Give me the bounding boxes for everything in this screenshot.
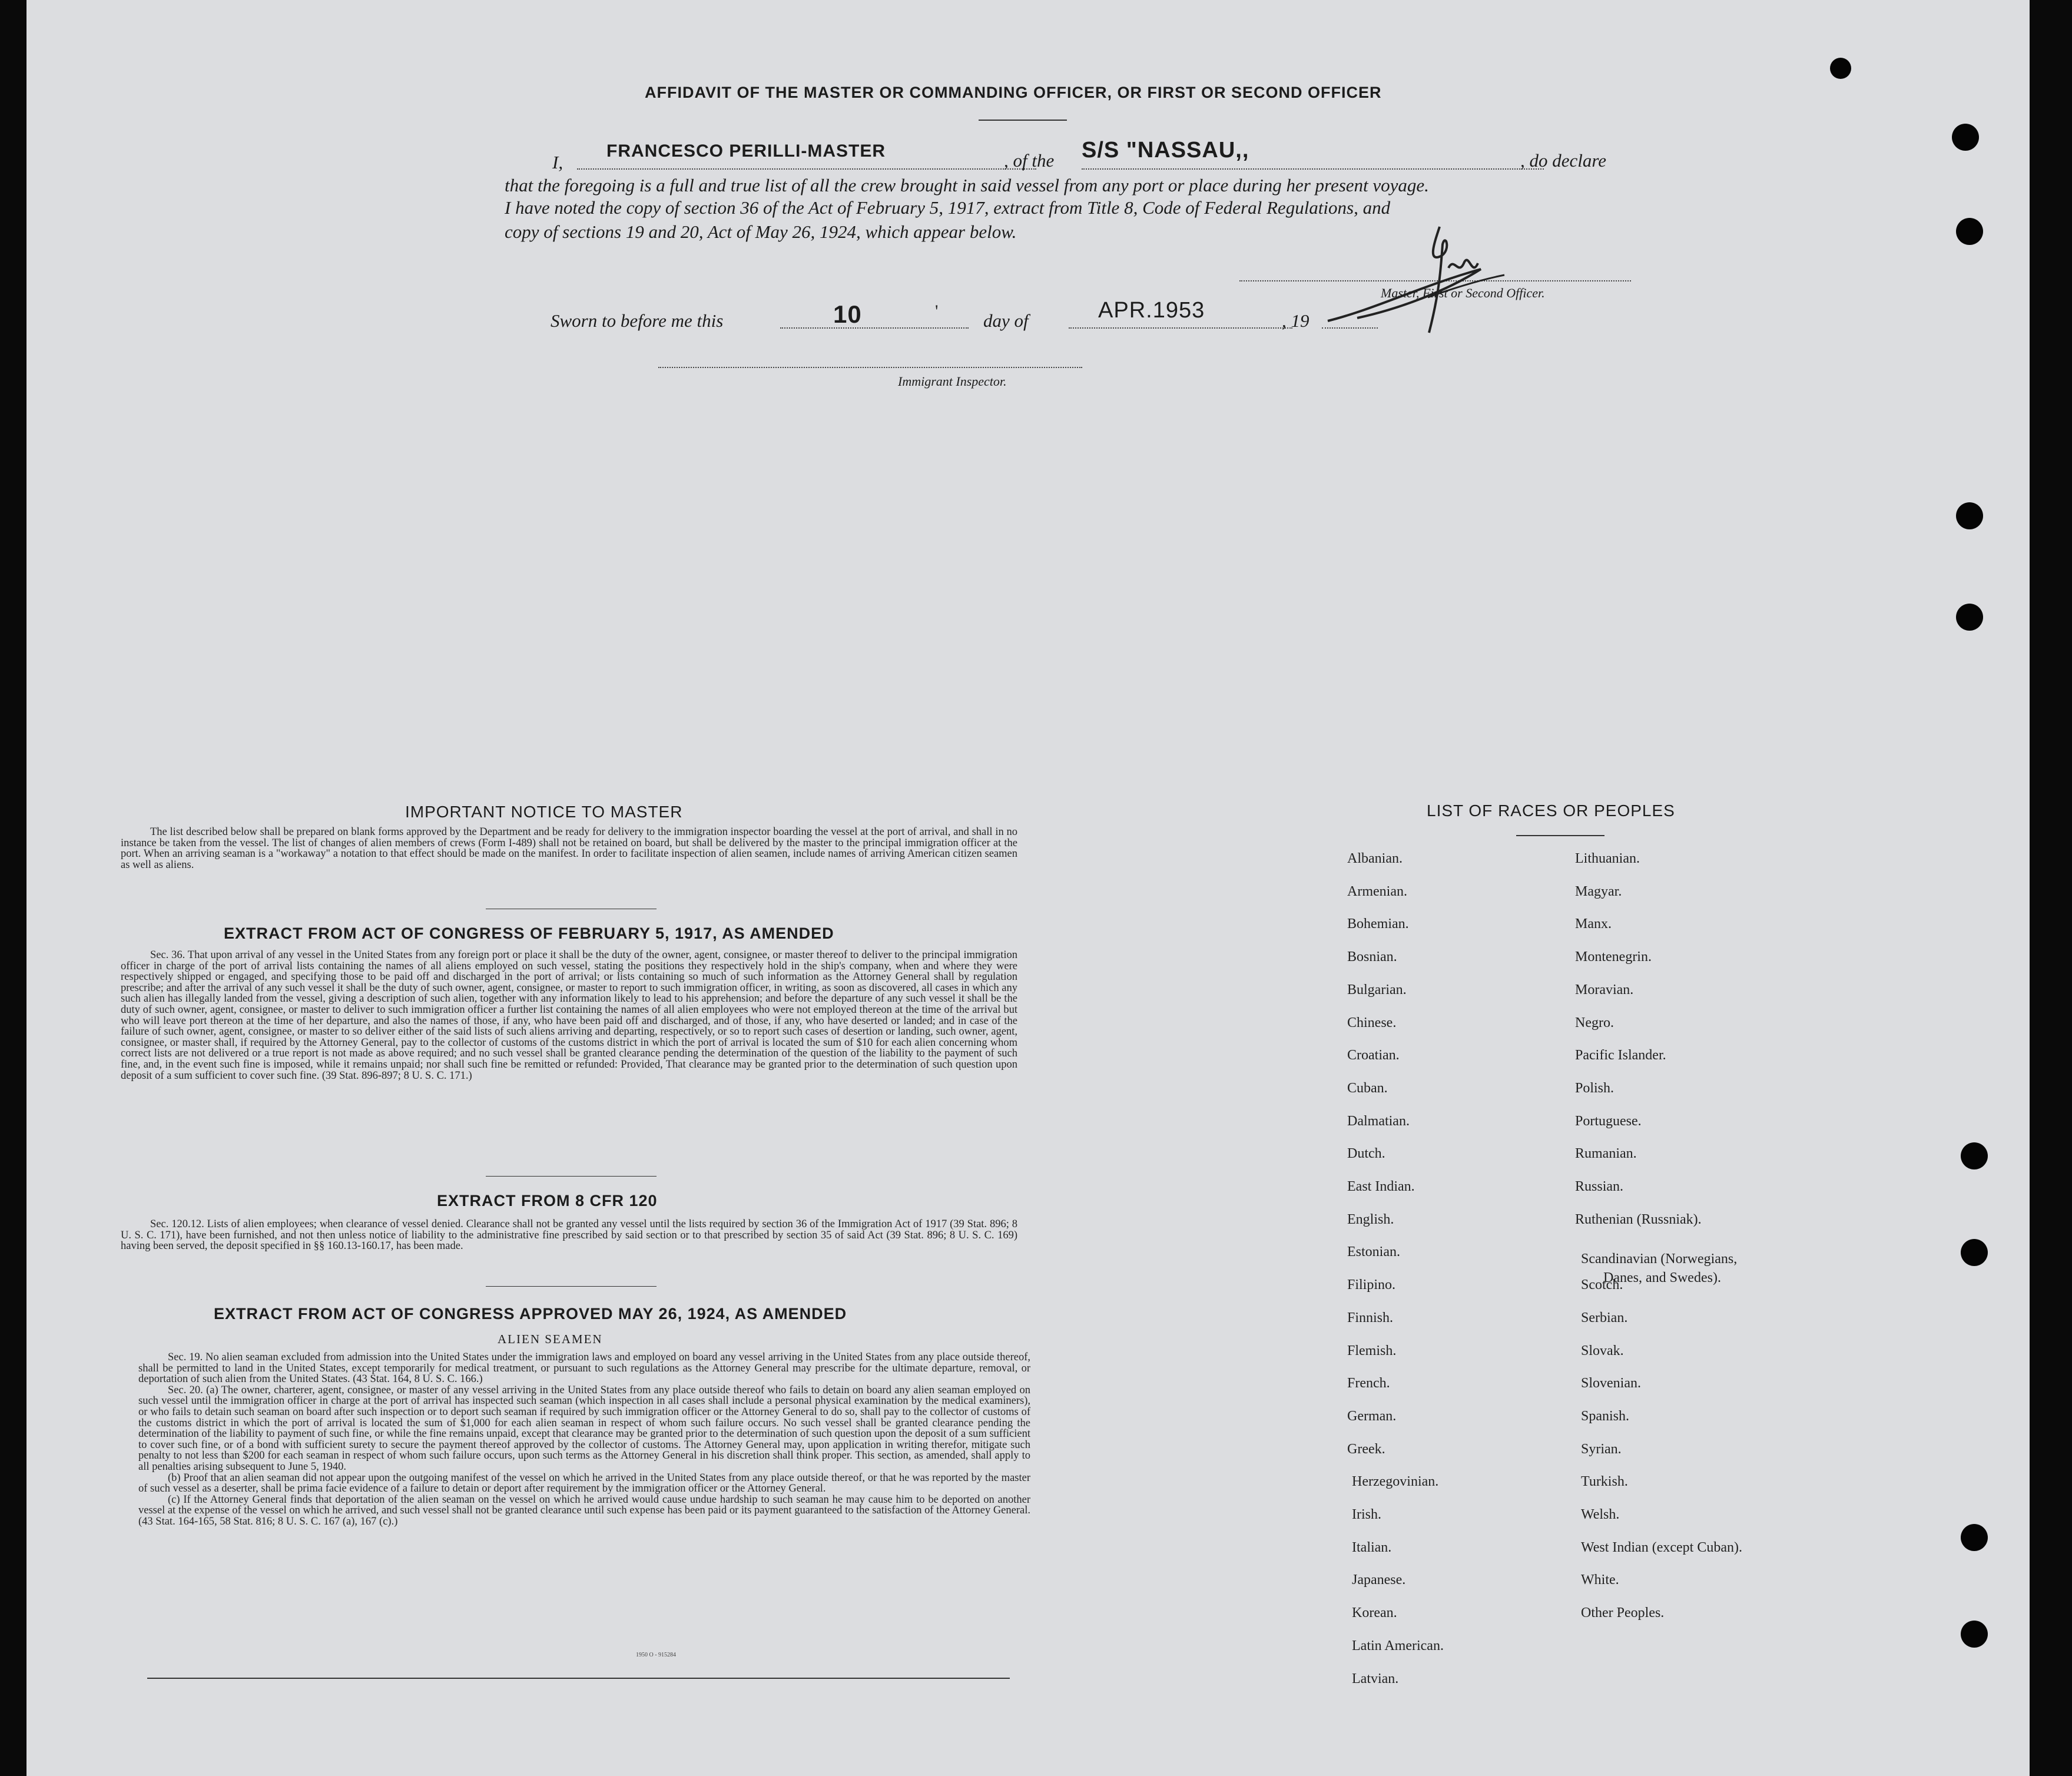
punch-hole xyxy=(1952,124,1979,151)
sec-20a-text: Sec. 20. (a) The owner, charterer, agent, consignee, or master of any vessel arriving in the United States from any place outside thereof who fails to detain on board any alien seaman employed on such vessel until the immigration officer in charge at the port of arrival has inspected such seaman (which inspection in all cases shall include a personal physical examination by the medical examiners), or who fails to detain such seaman on board after such inspection or to deport such seaman if required by such immigration officer or the Attorney General to do so, shall pay to the collector of customs of the customs district in which the port of arrival is located the sum of $1,000 for each alien seaman in respect of whom such failure occurs. No such vessel shall be granted clearance pending the determination of the liability to payment of such fine, or while the fine remains unpaid, except that clearance may be granted prior to the determination of such question upon the deposit of a sum sufficient to cover such fine, or of a bond with sufficient surety to secure the payment thereof approved by the collector of customs. The Attorney General may, upon application in writing therefor, mitigate such penalty to not less than $200 for each seaman in respect of whom such failure occurs, upon such terms as the Attorney General in his discretion shall think proper. This section, as amended, shall apply to all penalties arising subsequent to June 5, 1940. xyxy=(138,1384,1030,1473)
punch-hole xyxy=(1961,1524,1988,1551)
day-of-label: day of xyxy=(983,310,1029,331)
race-item: Slovak. xyxy=(1581,1343,1624,1358)
race-item: Bosnian. xyxy=(1347,949,1397,965)
race-item: Portuguese. xyxy=(1575,1113,1642,1129)
race-item: Flemish. xyxy=(1347,1343,1397,1358)
race-item: Filipino. xyxy=(1347,1277,1396,1293)
race-item: Turkish. xyxy=(1581,1474,1628,1490)
race-item: Ruthenian (Russniak). xyxy=(1575,1211,1702,1227)
inspector-label: Immigrant Inspector. xyxy=(898,374,1007,389)
sec-19-text: Sec. 19. No alien seaman excluded from admission into the United States under the immigration laws and employed on board any vessel arriving in the United States from any place outside thereof, shall be permitted to land in the United States, except temporarily for medical treatment, or pursuant to such regulations as the Attorney General may prescribe for the ultimate departure, removal, or deportation of such alien from the United States. (43 Stat. 164, 8 U. S. C. 166.) xyxy=(138,1351,1030,1386)
sec-20b-text: (b) Proof that an alien seaman did not appear upon the outgoing manifest of the vessel on which he arrived in the United States from any place outside thereof, or that he was reported by the master of such vessel as a deserter, shall be prima facie evidence of a failure to detain or deport after requirement by the immigration officer or the Attorney General. xyxy=(138,1472,1030,1495)
affidavit-line-2: that the foregoing is a full and true list of all the crew brought in said vessel from any port or place during her present voyage. xyxy=(505,175,1429,196)
race-item: Chinese. xyxy=(1347,1015,1397,1031)
punch-hole xyxy=(1961,1621,1988,1648)
race-item: Danes, and Swedes). xyxy=(1603,1270,1721,1286)
race-item: German. xyxy=(1347,1408,1397,1424)
notice-title: IMPORTANT NOTICE TO MASTER xyxy=(405,803,683,821)
bottom-rule xyxy=(147,1678,1010,1679)
month-dotline xyxy=(1069,327,1292,329)
divider-2 xyxy=(486,1176,657,1177)
race-item: Scotch. xyxy=(1581,1277,1623,1293)
i-label: I, xyxy=(552,152,563,173)
extract-cfr-text: Sec. 120.12. Lists of alien employees; when clearance of vessel denied. Clearance shall not be granted any vessel until the lists required by section 36 of the Immigration Act of 1917 (39 Stat. 896; 8 U. S. C. 171), have been furnished, and not then unless notice of liability to the administrative fine prescribed by said section or to that prescribed by section 35 of said Act (39 Stat. 896; 8 U. S. C. 169) having been served, the deposit specified in §§ 160.13-160.17, has been made. xyxy=(121,1218,1017,1253)
race-item: Korean. xyxy=(1352,1605,1397,1621)
race-item: Herzegovinian. xyxy=(1352,1474,1439,1490)
race-item: East Indian. xyxy=(1347,1179,1415,1194)
sworn-label: Sworn to before me this xyxy=(551,310,724,331)
extract-cfr-title: EXTRACT FROM 8 CFR 120 xyxy=(437,1192,658,1210)
day-dotline xyxy=(780,327,969,329)
race-item: Bohemian. xyxy=(1347,916,1409,932)
race-item: Slovenian. xyxy=(1581,1376,1641,1391)
race-item: Croatian. xyxy=(1347,1048,1400,1063)
race-item: Montenegrin. xyxy=(1575,949,1652,965)
race-item: Magyar. xyxy=(1575,883,1622,899)
extract-1924-title: EXTRACT FROM ACT OF CONGRESS APPROVED MAY 26, 1924, AS AMENDED xyxy=(214,1305,847,1323)
title-divider xyxy=(979,120,1067,121)
master-name: FRANCESCO PERILLI-MASTER xyxy=(606,141,886,161)
extract-1917-title: EXTRACT FROM ACT OF CONGRESS OF FEBRUARY 5, 1917, AS AMENDED xyxy=(224,925,834,942)
race-item: Italian. xyxy=(1352,1539,1392,1555)
affidavit-line-3: I have noted the copy of section 36 of the Act of February 5, 1917, extract from Title 8, Code of Federal Regulations, and xyxy=(505,197,1391,218)
punch-hole xyxy=(1956,218,1983,245)
race-item: Finnish. xyxy=(1347,1310,1394,1326)
sec-20c-text: (c) If the Attorney General finds that deportation of the alien seaman on the vessel on which he arrived would cause undue hardship to such seaman he may cause him to be deported on another vessel at the expense of the vessel on which he arrived, and such vessel shall not be granted clearance until such expense has been paid or its payment guaranteed to the satisfaction of the Attorney General. (43 Stat. 164-165, 58 Stat. 816; 8 U. S. C. 167 (a), 167 (c).) xyxy=(138,1493,1030,1528)
extract-1924-body xyxy=(138,1352,1030,1528)
vessel-name: S/S "NASSAU,, xyxy=(1082,138,1249,163)
year-prefix: , 19 xyxy=(1282,310,1309,331)
punch-hole xyxy=(1961,1239,1988,1266)
alien-seamen-subtitle: ALIEN SEAMEN xyxy=(498,1332,603,1346)
extract-1917-body xyxy=(121,950,1017,1081)
races-title: LIST OF RACES OR PEOPLES xyxy=(1427,801,1675,820)
affidavit-line-4: copy of sections 19 and 20, Act of May 26, 1924, which appear below. xyxy=(505,221,1017,242)
race-item: Lithuanian. xyxy=(1575,851,1640,866)
race-item: West Indian (except Cuban). xyxy=(1581,1539,1742,1555)
race-item: Pacific Islander. xyxy=(1575,1048,1666,1063)
race-item: Dalmatian. xyxy=(1347,1113,1410,1129)
document-page xyxy=(26,0,2030,1776)
master-officer-label: Master, First or Second Officer. xyxy=(1381,286,1545,300)
race-item: Negro. xyxy=(1575,1015,1614,1031)
punch-hole xyxy=(1956,502,1983,529)
race-item: Cuban. xyxy=(1347,1080,1388,1096)
vessel-dotline xyxy=(1082,168,1544,170)
race-item: Armenian. xyxy=(1347,883,1407,899)
race-item: Latin American. xyxy=(1352,1638,1444,1654)
punch-hole xyxy=(1956,604,1983,631)
races-divider xyxy=(1516,835,1604,836)
race-item: Estonian. xyxy=(1347,1244,1400,1260)
divider-3 xyxy=(486,1286,657,1287)
race-item: Welsh. xyxy=(1581,1507,1620,1522)
race-item: Scandinavian (Norwegians, xyxy=(1581,1251,1738,1267)
race-item: Rumanian. xyxy=(1575,1146,1637,1162)
tick-mark: ' xyxy=(935,301,939,321)
race-item: Russian. xyxy=(1575,1179,1624,1194)
race-item: Manx. xyxy=(1575,916,1612,932)
race-item: Moravian. xyxy=(1575,982,1634,998)
year-dotline xyxy=(1322,327,1378,329)
race-item: Albanian. xyxy=(1347,851,1403,866)
extract-cfr-body xyxy=(121,1219,1017,1252)
master-signature xyxy=(1304,221,1551,339)
extract-1917-text: Sec. 36. That upon arrival of any vessel in the United States from any foreign port or place it shall be the duty of the owner, agent, consignee, or master thereof to deliver to the principal immigration officer in charge of the port of arrival lists containing the names of all aliens employed on such vessel, stating the positions they respectively hold in the ship's company, when and where they were respectively shipped or engaged, and specifying those to be paid off and discharged in the port of arrival; or lists containing so much of such information as the Attorney General shall by regulation prescribe; and after the arrival of any such vessel it shall be the duty of such owner, agent, consignee, or master to report to such immigration officer, in writing, as soon as discovered, all cases in which any such alien has illegally landed from the vessel, giving a description of such alien, together with any information likely to lead to his apprehension; and before the departure of any such vessel it shall be the duty of such owner, agent, consignee, or master to deliver to such immigration officer a further list containing the names of all alien employees who were not employed thereon at the time of the arrival but who will leave port thereon at the time of her departure, and also the names of those, if any, who have been paid off and discharged, and of those, if any, who have deserted or landed; and in case of the failure of such owner, agent, consignee, or master to so deliver either of the said lists of such aliens arriving and departing, respectively, or so to report such cases of desertion or landing, such owner, agent, consignee, or master shall, if required by the Attorney General, pay to the collector of customs of the customs district in which the port of arrival is located the sum of $10 for each alien concerning whom correct lists are not delivered or a true report is not made as above required; and no such vessel shall be granted clearance pending the determination of the question of the liability to the payment of such fine, and, in the event such fine is imposed, while it remains unpaid; nor shall such fine be remitted or refunded: Provided, That clearance may be granted prior to the determination of such question upon deposit of a sum sufficient to cover such fine. (39 Stat. 896-897; 8 U. S. C. 171.) xyxy=(121,949,1017,1082)
notice-text: The list described below shall be prepared on blank forms approved by the Department and be ready for delivery to the immigration inspector boarding the vessel at the port of arrival, and shall in no instance be taken from the vessel. The list of changes of alien members of crews (Form I-489) shall not be retained on board, but shall be delivered by the master to the principal immigration officer at the port. When an arriving seaman is a "workaway" a notation to that effect should be made on the manifest. In order to facilitate inspection of alien seamen, include names of arriving American citizen seamen as well as aliens. xyxy=(121,826,1017,871)
punch-hole xyxy=(1830,58,1851,79)
race-item: Spanish. xyxy=(1581,1408,1630,1424)
race-item: Dutch. xyxy=(1347,1146,1385,1162)
race-item: Other Peoples. xyxy=(1581,1605,1665,1621)
print-code: 1950 O - 915284 xyxy=(636,1652,677,1658)
race-item: French. xyxy=(1347,1376,1390,1391)
race-item: Greek. xyxy=(1347,1441,1385,1457)
affidavit-title: AFFIDAVIT OF THE MASTER OR COMMANDING OFFICER, OR FIRST OR SECOND OFFICER xyxy=(645,84,1382,101)
day-value: 10 xyxy=(833,300,862,328)
race-item: Japanese. xyxy=(1352,1572,1406,1588)
month-value: APR.1953 xyxy=(1098,298,1205,323)
of-the-label: , of the xyxy=(1004,150,1055,171)
race-item: English. xyxy=(1347,1211,1394,1227)
race-item: Bulgarian. xyxy=(1347,982,1407,998)
race-item: Syrian. xyxy=(1581,1441,1622,1457)
race-item: Polish. xyxy=(1575,1080,1614,1096)
race-item: Irish. xyxy=(1352,1507,1381,1522)
notice-body xyxy=(121,827,1017,870)
race-item: White. xyxy=(1581,1572,1619,1588)
race-item: Serbian. xyxy=(1581,1310,1628,1326)
race-item: Latvian. xyxy=(1352,1671,1399,1686)
name-dotline xyxy=(577,168,1036,170)
inspector-dotline xyxy=(658,367,1082,368)
punch-hole xyxy=(1961,1142,1988,1169)
do-declare-label: , do declare xyxy=(1520,150,1607,171)
